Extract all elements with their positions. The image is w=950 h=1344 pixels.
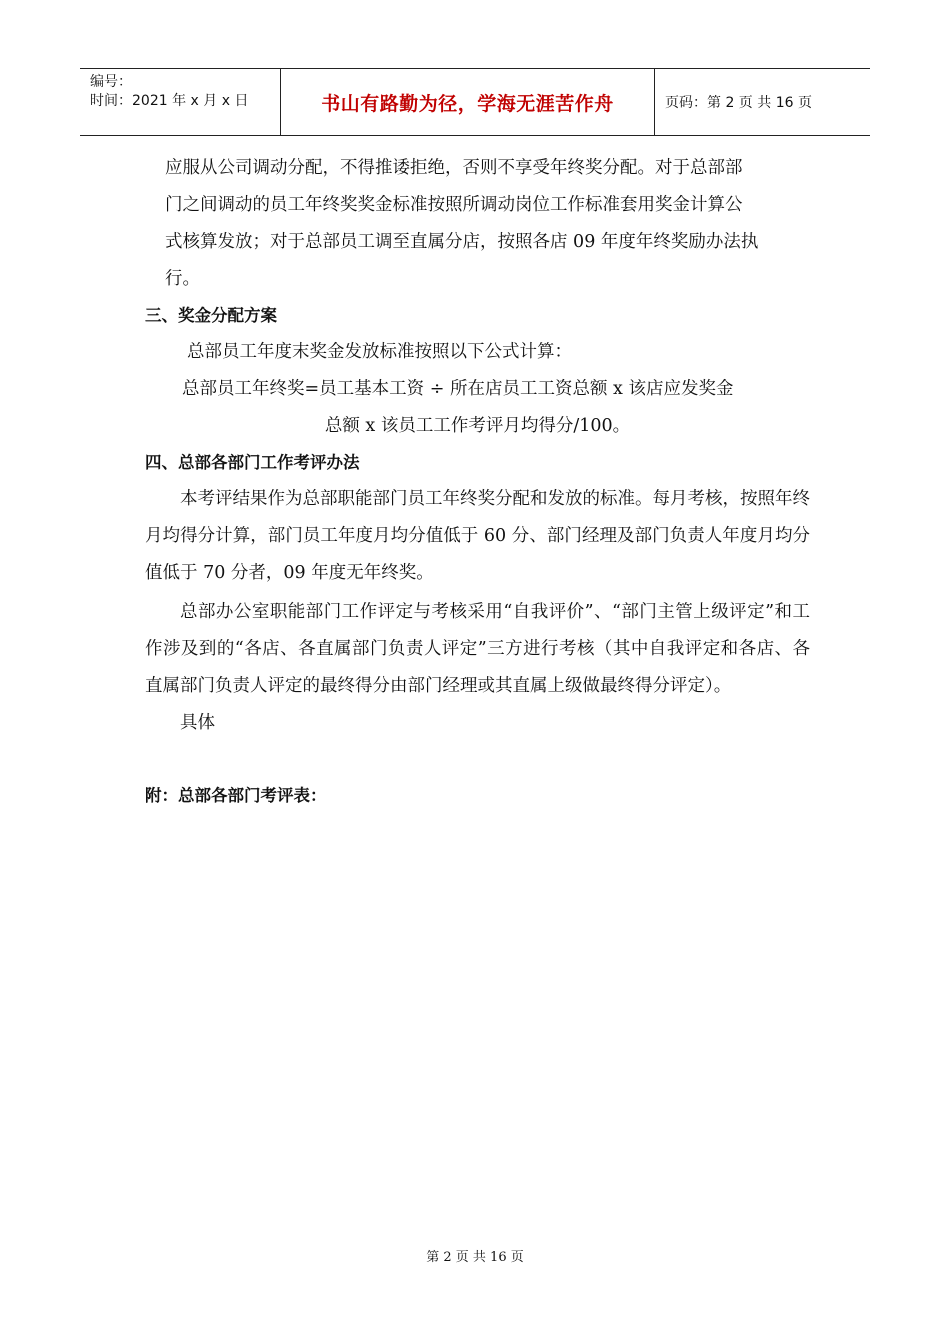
page-footer: 第 2 页 共 16 页 bbox=[426, 1250, 524, 1265]
section-heading-bonus-plan: 三、奖金分配方案 bbox=[145, 306, 277, 325]
text-line: 式核算发放；对于总部员工调至直属分店，按照各店 09 年度年终奖励办法执 bbox=[165, 232, 759, 252]
appendix-heading: 附：总部各部门考评表： bbox=[145, 786, 327, 805]
bonus-formula-line2: 总额 x 该员工工作考评月均得分/100。 bbox=[324, 416, 631, 436]
section-heading-evaluation: 四、总部各部门工作考评办法 bbox=[145, 453, 360, 472]
text-line: 应服从公司调动分配，不得推诿拒绝，否则不享受年终奖分配。对于总部部 bbox=[165, 158, 743, 178]
page-header bbox=[80, 68, 870, 136]
header-motto: 书山有路勤为径，学海无涯苦作舟 bbox=[321, 92, 614, 115]
paragraph-transfer-policy bbox=[145, 150, 810, 298]
document-body bbox=[145, 150, 810, 814]
text-line: 门之间调动的员工年终奖奖金标准按照所调动岗位工作标准套用奖金计算公 bbox=[165, 195, 743, 215]
text-line: 行。 bbox=[165, 269, 200, 289]
header-left-cell bbox=[80, 69, 281, 135]
evaluation-paragraph-2: 总部办公室职能部门工作评定与考核采用“自我评价”、“部门主管上级评定”和工作涉及到的“各店、各直属部门负责人评定”三方进行考核（其中自我评定和各店、各直属部门负责人评定的最终得分由部门经理或其直属上级做最终得分评定）。 bbox=[145, 602, 810, 696]
header-page-code: 页码：第 2 页 共 16 页 bbox=[665, 95, 812, 111]
document-number-label: 编号： bbox=[90, 74, 132, 90]
bonus-intro: 总部员工年度末奖金发放标准按照以下公式计算： bbox=[187, 342, 572, 362]
specific-text: 具体 bbox=[180, 713, 215, 733]
header-motto-cell bbox=[281, 69, 655, 135]
evaluation-paragraph-1: 本考评结果作为总部职能部门员工年终奖分配和发放的标准。每月考核，按照年终月均得分计算，部门员工年度月均分值低于 60 分、部门经理及部门负责人年度月均分值低于 70 分者，09 年度无年终奖。 bbox=[145, 489, 810, 583]
document-time-label: 时间：2021 年 x 月 x 日 bbox=[90, 93, 249, 109]
bonus-formula-line1: 总部员工年终奖=员工基本工资 ÷ 所在店员工工资总额 x 该店应发奖金 bbox=[182, 379, 734, 399]
